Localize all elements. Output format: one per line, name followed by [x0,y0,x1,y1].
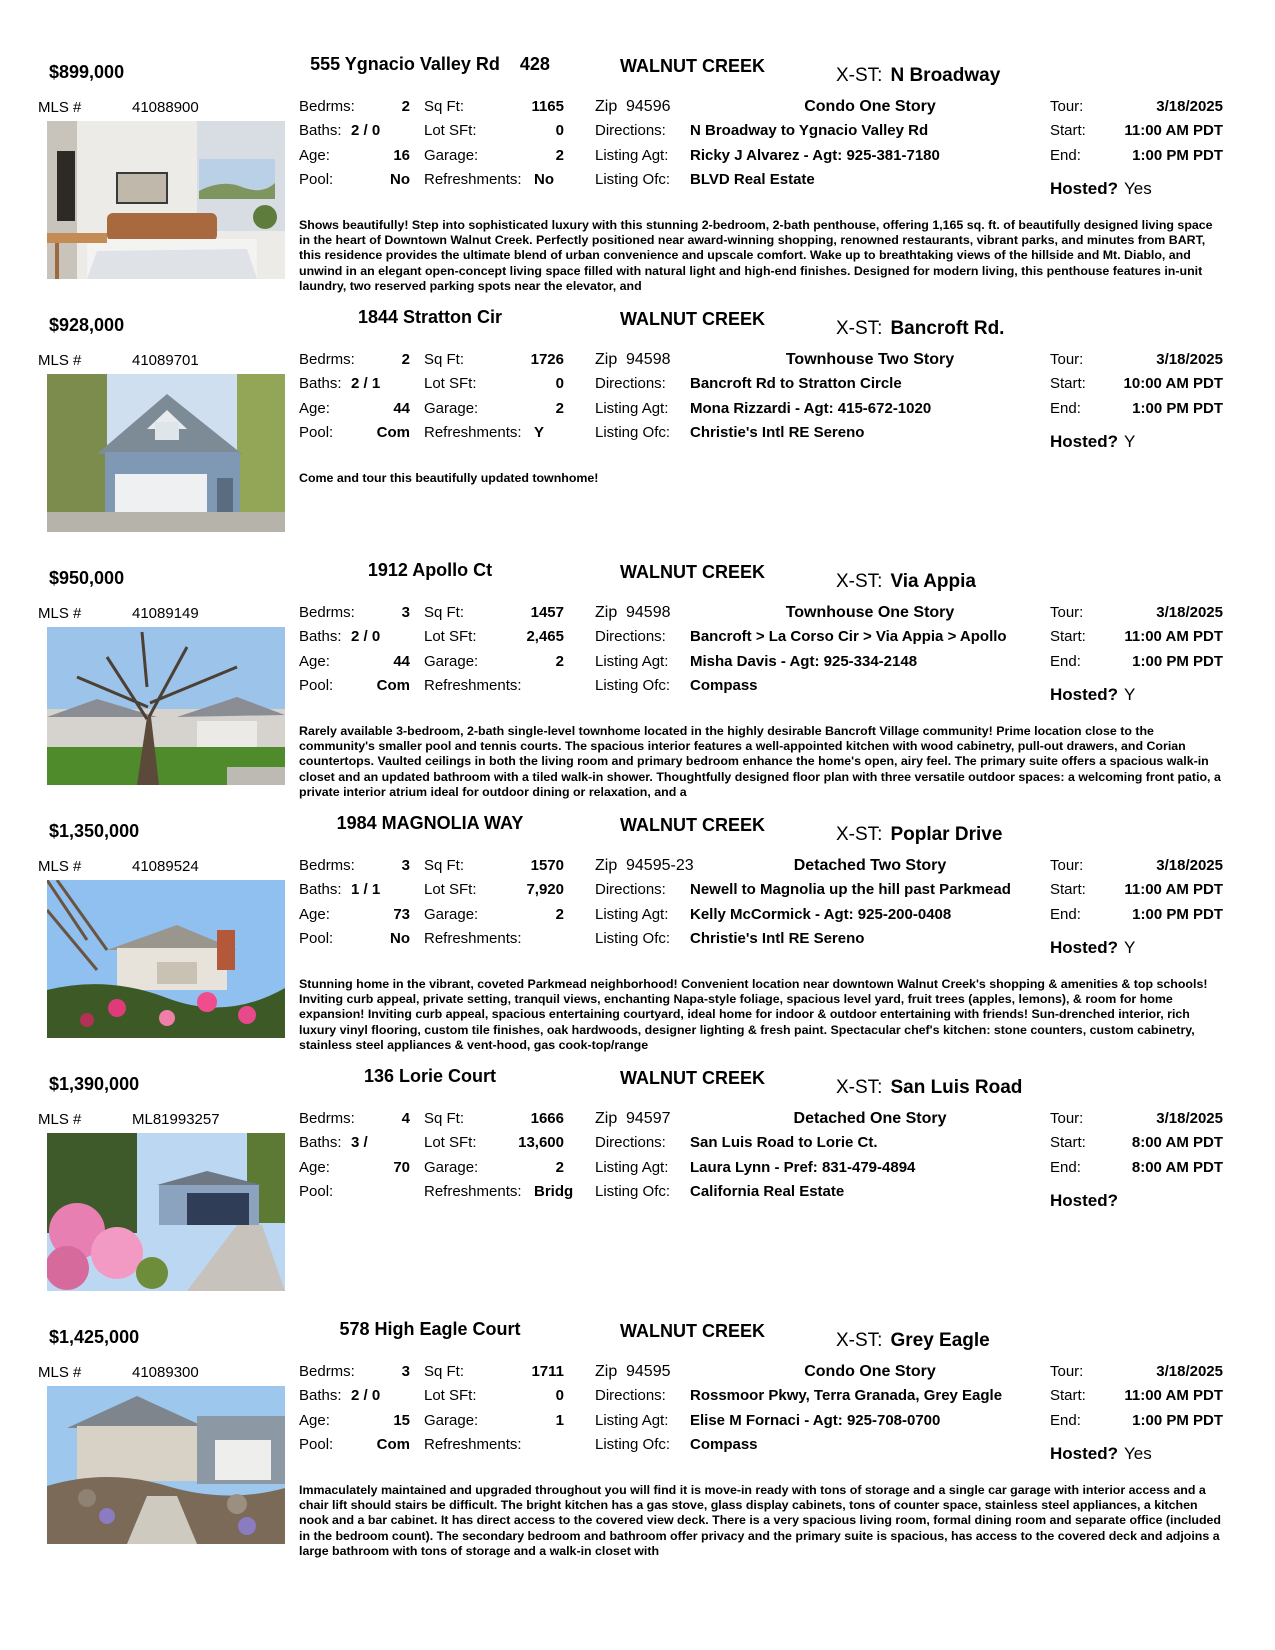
cross-street [836,65,1000,87]
listing-price: $1,425,000 [49,1327,140,1347]
listing-photo [47,627,285,785]
age-value: 70 [393,1159,410,1176]
agent-value: Mona Rizzardi - Agt: 415-672-1020 [690,400,932,417]
lot-label: Lot SFt: [424,881,477,898]
hosted-value: Y [1124,432,1136,451]
lot-value: 2,465 [526,628,564,645]
hosted-label: Hosted? [1050,938,1118,957]
listing-price: $928,000 [49,315,125,335]
pool-label: Pool: [299,1183,334,1200]
listing-city: WALNUT CREEK [620,815,765,835]
pool-value: No [390,171,410,188]
zip-value: 94595 [626,1363,671,1380]
agent-value: Laura Lynn - Pref: 831-479-4894 [690,1159,916,1176]
directions-label: Directions: [595,881,666,898]
mls-number: 41089300 [132,1364,199,1381]
sqft-value: 1726 [530,351,564,368]
property-type: Townhouse One Story [785,604,955,621]
listing-city: WALNUT CREEK [620,1321,765,1341]
zip-value: 94597 [626,1110,671,1127]
tour-label: Tour: [1050,1363,1084,1380]
property-type: Detached Two Story [793,857,947,874]
end-time: 1:00 PM PDT [1132,1412,1223,1429]
cross-street-label: X-ST: [836,571,883,592]
tour-date: 3/18/2025 [1156,1363,1223,1380]
directions-value: San Luis Road to Lorie Ct. [690,1134,878,1151]
refreshments-label: Refreshments: [424,677,522,694]
listing-price: $899,000 [49,62,125,82]
refreshments-label: Refreshments: [424,930,522,947]
agent-label: Listing Agt: [595,1159,669,1176]
hosted [1050,685,1135,705]
pool-label: Pool: [299,424,334,441]
zip-label: Zip [595,857,618,874]
directions-value: Bancroft > La Corso Cir > Via Appia > Apollo [690,628,1007,645]
listing-photo [47,374,285,532]
listing-block [0,554,1275,814]
lot-label: Lot SFt: [424,375,477,392]
age-value: 16 [393,147,410,164]
baths-value: 1 / 1 [351,881,381,898]
refreshments-value: No [534,171,554,188]
mls-number: 41088900 [132,99,199,116]
refreshments-value: Y [534,424,545,441]
garage-value: 2 [555,653,564,670]
agent-label: Listing Agt: [595,400,669,417]
listing-remarks [299,1230,1224,1306]
tour-label: Tour: [1050,98,1084,115]
pool-value: Com [376,677,410,694]
lot-value: 0 [555,375,564,392]
hosted-label: Hosted? [1050,432,1118,451]
cross-street [836,824,1002,846]
listing-photo [47,121,285,279]
listing-block [0,1060,1275,1320]
tour-date: 3/18/2025 [1156,98,1223,115]
bedrooms-value: 2 [401,351,410,368]
baths-label: Baths: [299,375,342,392]
zip-value: 94598 [626,351,671,368]
listing-address: 555 Ygnacio Valley Rd 428 [310,54,550,74]
hosted-value: Yes [1124,179,1152,198]
hosted-label: Hosted? [1050,1444,1118,1463]
tour-date: 3/18/2025 [1156,604,1223,621]
office-value: Compass [690,677,758,694]
agent-label: Listing Agt: [595,147,669,164]
baths-value: 2 / 0 [351,628,381,645]
agent-label: Listing Agt: [595,1412,669,1429]
bedrooms-label: Bedrms: [299,351,355,368]
age-value: 44 [393,653,410,670]
directions-value: Bancroft Rd to Stratton Circle [690,375,902,392]
mls-number: 41089701 [132,352,199,369]
bedrooms-value: 3 [401,1363,410,1380]
sqft-value: 1711 [531,1363,564,1380]
listing-city: WALNUT CREEK [620,1068,765,1088]
listing-block [0,807,1275,1067]
lot-label: Lot SFt: [424,1134,477,1151]
agent-label: Listing Agt: [595,653,669,670]
directions-value: Rossmoor Pkwy, Terra Granada, Grey Eagle [690,1387,1003,1404]
lot-value: 0 [555,122,564,139]
garage-label: Garage: [424,906,479,923]
listing-photo [47,1133,285,1291]
cross-street [836,1330,990,1352]
property-type: Condo One Story [804,1363,936,1380]
pool-label: Pool: [299,1436,334,1453]
baths-value: 2 / 1 [351,375,381,392]
end-label: End: [1050,906,1081,923]
bedrooms-label: Bedrms: [299,1110,355,1127]
office-label: Listing Ofc: [595,677,671,694]
listing-remarks: Shows beautifully! Step into sophisticated luxury with this stunning 2-bedroom, 2-bath penthouse, offering 1,165 sq. ft. of beautifully designed living space in the heart of Downtown Walnut Creek. Perfectly positioned near award-winning shopping, renowned restaurants, vibrant parks, and minutes from BART, this residence provides the ultimate blend of urban convenience and upscale comfort. Wake up to breathtaking views of the hillside and Mt. Diablo, and unwind in an elegant open-concept living space filled with natural light and high-end finishes. Designed for modern living, this penthouse features in-unit laundry, two reserved parking spots near the elevator, and [299,218,1213,293]
property-type: Detached One Story [793,1110,947,1127]
sqft-value: 1570 [530,857,564,874]
hosted-label: Hosted? [1050,1191,1118,1210]
cross-street-label: X-ST: [836,1330,883,1351]
sqft-label: Sq Ft: [424,351,465,368]
listing-photo [47,1386,285,1544]
lot-label: Lot SFt: [424,628,477,645]
pool-label: Pool: [299,677,334,694]
end-time: 8:00 AM PDT [1131,1159,1223,1176]
office-label: Listing Ofc: [595,930,671,947]
end-time: 1:00 PM PDT [1132,400,1223,417]
refreshments-label: Refreshments: [424,171,522,188]
directions-value: N Broadway to Ygnacio Valley Rd [690,122,929,139]
start-time: 10:00 AM PDT [1123,375,1223,392]
baths-label: Baths: [299,122,342,139]
start-label: Start: [1050,122,1086,139]
garage-value: 2 [555,906,564,923]
end-label: End: [1050,1412,1081,1429]
garage-value: 2 [555,147,564,164]
cross-street-label: X-ST: [836,824,883,845]
listing-address: 136 Lorie Court [363,1066,497,1086]
listing-remarks: Come and tour this beautifully updated townhome! [299,471,599,485]
listing-block [0,48,1275,308]
lot-label: Lot SFt: [424,1387,477,1404]
tour-label: Tour: [1050,1110,1084,1127]
zip-label: Zip [595,604,618,621]
age-label: Age: [299,1159,330,1176]
pool-value: Com [376,424,410,441]
garage-label: Garage: [424,400,479,417]
mls-label: MLS # [38,352,82,369]
mls-label: MLS # [38,1364,82,1381]
mls-number: ML81993257 [132,1111,220,1128]
zip-label: Zip [595,1363,618,1380]
baths-label: Baths: [299,628,342,645]
listing-remarks: Immaculately maintained and upgraded throughout you will find it is move-in ready with tons of storage and a single car garage with interior access and a chair lift should stairs be difficult. The bright kitchen has a gas stove, glass display cabinets, tons of counter space, stainless steel appliances, a kitchen nook and a bar cabinet. It has direct access to the covered view deck. There is a very spacious living room, formal dining room and separate office (included in the bedroom count). The secondary bedroom and bathroom offer privacy and the primary suite is spacious, has access to the covered deck and adjoins a large bathroom with tons of storage and a walk-in closet with [299,1483,1221,1558]
agent-label: Listing Agt: [595,906,669,923]
listing-remarks: Rarely available 3-bedroom, 2-bath single-level townhome located in the highly desirable Bancroft Village community! Prime location close to the community's smaller pool and tennis courts. The spacious interior features a well-appointed kitchen with wood cabinetry, pull-out drawers, and Corian countertops. Vaulted ceilings in both the living room and primary bedroom enhance the home's open, airy feel. The primary suite offers a spacious walk-in closet and an updated bathroom with a tiled walk-in shower. Thoughtfully designed floor plan with three versatile outdoor spaces: a welcoming front patio, a private interior atrium ideal for outdoor dining or relaxation, and a [299,724,1221,799]
start-time: 11:00 AM PDT [1124,122,1223,139]
age-label: Age: [299,147,330,164]
start-time: 11:00 AM PDT [1124,881,1223,898]
age-value: 15 [393,1412,410,1429]
lot-label: Lot SFt: [424,122,477,139]
cross-street-value: Bancroft Rd. [890,318,1005,339]
cross-street [836,318,1004,340]
hosted-value: Y [1124,938,1136,957]
bedrooms-value: 3 [401,604,410,621]
pool-label: Pool: [299,930,334,947]
cross-street-value: San Luis Road [890,1077,1023,1098]
start-time: 11:00 AM PDT [1124,628,1223,645]
hosted-label: Hosted? [1050,685,1118,704]
age-label: Age: [299,653,330,670]
baths-value: 2 / 0 [351,122,381,139]
bedrooms-label: Bedrms: [299,857,355,874]
listing-city: WALNUT CREEK [620,309,765,329]
bedrooms-value: 4 [401,1110,410,1127]
listing-address: 578 High Eagle Court [339,1319,521,1339]
start-time: 8:00 AM PDT [1131,1134,1223,1151]
cross-street-value: Poplar Drive [890,824,1003,845]
zip-value: 94596 [626,98,671,115]
agent-value: Ricky J Alvarez - Agt: 925-381-7180 [690,147,940,164]
office-value: Compass [690,1436,758,1453]
age-label: Age: [299,400,330,417]
listing-remarks: Stunning home in the vibrant, coveted Parkmead neighborhood! Convenient location near downtown Walnut Creek's shopping & amenities & top schools! Inviting curb appeal, private setting, tranquil views, enchanting Napa-style foliage, spacious level yard, fruit trees (apples, lemons), & room for home expansion! Inviting curb appeal, spacious entertaining courtyard, ideal home for indoor & outdoor entertaining with friends! Sun-drenched interior, rich luxury vinyl flooring, custom tile finishes, oak hardwoods, designer lighting & fresh paint. Spectacular chef's kitchen: stone counters, custom cabinetry, stainless steel appliances & vent-hood, gas cook-top/range [299,977,1208,1052]
age-value: 44 [393,400,410,417]
zip-value: 94598 [626,604,671,621]
garage-label: Garage: [424,1412,479,1429]
mls-label: MLS # [38,605,82,622]
baths-label: Baths: [299,1134,342,1151]
bedrooms-label: Bedrms: [299,604,355,621]
mls-label: MLS # [38,1111,82,1128]
tour-date: 3/18/2025 [1156,1110,1223,1127]
lot-value: 7,920 [526,881,564,898]
sqft-label: Sq Ft: [424,857,465,874]
end-time: 1:00 PM PDT [1132,653,1223,670]
listing-address: 1984 MAGNOLIA WAY [336,813,524,833]
directions-label: Directions: [595,375,666,392]
mls-number: 41089524 [132,858,199,875]
refreshments-label: Refreshments: [424,1183,522,1200]
hosted [1050,1444,1152,1464]
listing-block [0,1313,1275,1573]
hosted [1050,938,1135,958]
agent-value: Elise M Fornaci - Agt: 925-708-0700 [690,1412,941,1429]
sqft-label: Sq Ft: [424,604,465,621]
tour-label: Tour: [1050,857,1084,874]
baths-value: 3 / [351,1134,368,1151]
tour-label: Tour: [1050,604,1084,621]
sqft-label: Sq Ft: [424,98,465,115]
start-label: Start: [1050,881,1086,898]
office-label: Listing Ofc: [595,1183,671,1200]
directions-label: Directions: [595,122,666,139]
cross-street [836,1077,1022,1099]
tour-date: 3/18/2025 [1156,351,1223,368]
property-type: Townhouse Two Story [785,351,955,368]
end-label: End: [1050,400,1081,417]
baths-value: 2 / 0 [351,1387,381,1404]
refreshments-label: Refreshments: [424,424,522,441]
end-label: End: [1050,1159,1081,1176]
zip-label: Zip [595,98,618,115]
listing-photo [47,880,285,1038]
sqft-value: 1165 [531,98,564,115]
office-label: Listing Ofc: [595,424,671,441]
garage-value: 1 [555,1412,564,1429]
sqft-value: 1666 [530,1110,564,1127]
directions-label: Directions: [595,628,666,645]
bedrooms-label: Bedrms: [299,1363,355,1380]
directions-label: Directions: [595,1134,666,1151]
mls-number: 41089149 [132,605,199,622]
zip-label: Zip [595,1110,618,1127]
office-value: Christie's Intl RE Sereno [690,930,865,947]
zip-value: 94595-23 [626,857,694,874]
pool-label: Pool: [299,171,334,188]
baths-label: Baths: [299,881,342,898]
garage-value: 2 [555,400,564,417]
hosted [1050,432,1135,452]
hosted-value: Yes [1124,1444,1152,1463]
cross-street-value: Via Appia [890,571,976,592]
office-value: BLVD Real Estate [690,171,815,188]
lot-value: 13,600 [518,1134,564,1151]
start-label: Start: [1050,1134,1086,1151]
directions-value: Newell to Magnolia up the hill past Parkmead [690,881,1011,898]
lot-value: 0 [555,1387,564,1404]
garage-value: 2 [555,1159,564,1176]
office-label: Listing Ofc: [595,1436,671,1453]
age-value: 73 [393,906,410,923]
end-time: 1:00 PM PDT [1132,906,1223,923]
sqft-label: Sq Ft: [424,1363,465,1380]
cross-street-label: X-ST: [836,318,883,339]
refreshments-label: Refreshments: [424,1436,522,1453]
bedrooms-value: 3 [401,857,410,874]
tour-date: 3/18/2025 [1156,857,1223,874]
office-value: Christie's Intl RE Sereno [690,424,865,441]
cross-street [836,571,976,593]
start-time: 11:00 AM PDT [1124,1387,1223,1404]
hosted [1050,179,1152,199]
agent-value: Kelly McCormick - Agt: 925-200-0408 [690,906,952,923]
sqft-label: Sq Ft: [424,1110,465,1127]
age-label: Age: [299,906,330,923]
cross-street-value: N Broadway [890,65,1001,86]
listing-address: 1912 Apollo Ct [367,560,493,580]
office-value: California Real Estate [690,1183,845,1200]
office-label: Listing Ofc: [595,171,671,188]
hosted-label: Hosted? [1050,179,1118,198]
end-label: End: [1050,653,1081,670]
cross-street-value: Grey Eagle [890,1330,990,1351]
listing-city: WALNUT CREEK [620,562,765,582]
mls-label: MLS # [38,99,82,116]
end-label: End: [1050,147,1081,164]
cross-street-label: X-ST: [836,65,883,86]
start-label: Start: [1050,628,1086,645]
agent-value: Misha Davis - Agt: 925-334-2148 [690,653,918,670]
mls-label: MLS # [38,858,82,875]
hosted [1050,1191,1124,1211]
hosted-value: Y [1124,685,1136,704]
end-time: 1:00 PM PDT [1132,147,1223,164]
baths-label: Baths: [299,1387,342,1404]
listing-price: $950,000 [49,568,125,588]
garage-label: Garage: [424,1159,479,1176]
cross-street-label: X-ST: [836,1077,883,1098]
bedrooms-label: Bedrms: [299,98,355,115]
property-type: Condo One Story [804,98,936,115]
age-label: Age: [299,1412,330,1429]
start-label: Start: [1050,375,1086,392]
pool-value: No [390,930,410,947]
tour-label: Tour: [1050,351,1084,368]
bedrooms-value: 2 [401,98,410,115]
listing-city: WALNUT CREEK [620,56,765,76]
start-label: Start: [1050,1387,1086,1404]
refreshments-value: Bridg [534,1183,574,1200]
listing-price: $1,390,000 [49,1074,140,1094]
listing-price: $1,350,000 [49,821,140,841]
sqft-value: 1457 [530,604,564,621]
zip-label: Zip [595,351,618,368]
listing-block [0,301,1275,561]
pool-value: Com [376,1436,410,1453]
listing-address: 1844 Stratton Cir [357,307,503,327]
directions-label: Directions: [595,1387,666,1404]
garage-label: Garage: [424,653,479,670]
garage-label: Garage: [424,147,479,164]
